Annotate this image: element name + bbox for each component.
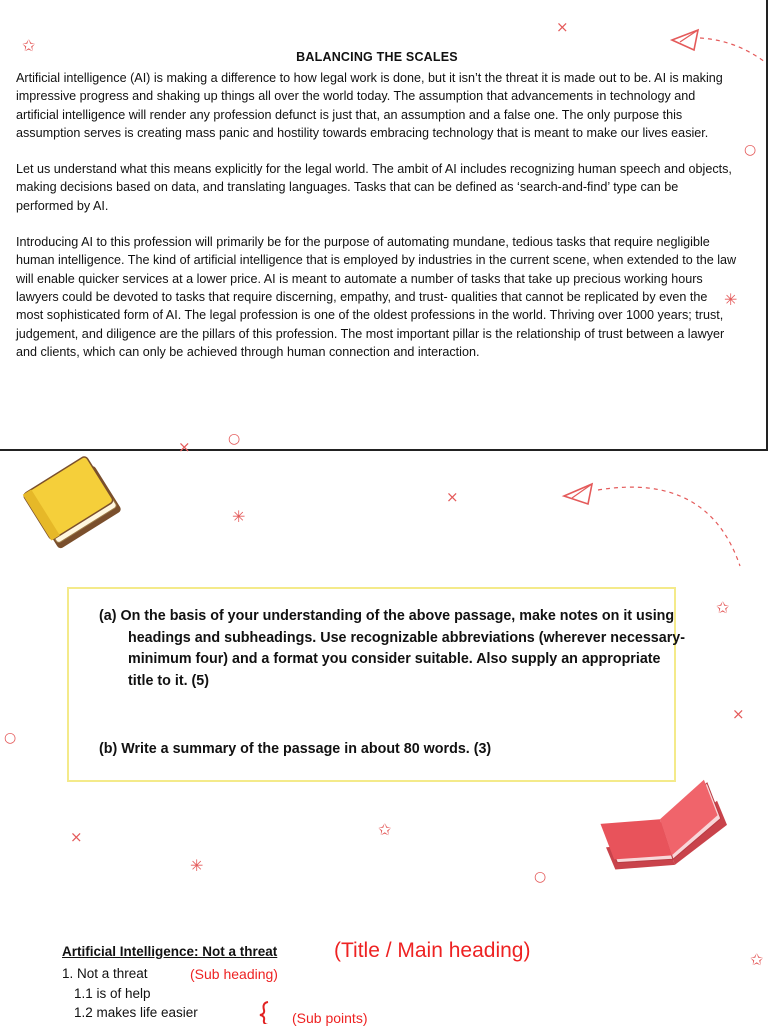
question-b: (b) Write a summary of the passage in about 80 words. (3) [99, 741, 492, 757]
cross-icon: × [446, 488, 459, 506]
paper-plane-icon [558, 474, 748, 574]
circle-icon: ○ [744, 142, 757, 158]
star-icon: ✩ [750, 950, 764, 969]
passage-paragraph-1: Artificial intelligence (AI) is making a difference to how legal work is done, but it isn’t the threat it is made out to be. AI is making impressive progress and shaking up things all over the world today. The assumption that advancements in technology and artificial intelligence will render any profession defunct is just that, an assumption and a false one. The only purpose this assumption serves is creating mass panic and hostility towards embracing technology that is meant to make our lives easier. [16, 71, 723, 140]
sparkle-icon: ✳ [232, 507, 246, 526]
subheading-annotation: (Sub heading) [190, 966, 278, 982]
paper-plane-icon [660, 20, 768, 90]
passage-paragraph-3: Introducing AI to this profession will primarily be for the purpose of automating mundane, tedious tasks that require negligible human intelligence. The kind of artificial intelligence that is employed by industries in the current scene, when extended to the law will enable quicker services at a lower price. AI is meant to automate a number of tasks that take up precious working hours lawyers could be devoted to tasks that require discerning, empathy, and trust- qualities that cannot be replicated by even the most sophisticated form of AI. The legal profession is one of the oldest professions in the world. Thriving over 1000 years; trust, judgement, and diligence are the pillars of this profession. The most important pillar is the relationship of trust between a lawyer and clients, which can only be achieved through human connection and interaction. [16, 235, 737, 359]
star-icon: ✩ [22, 36, 36, 55]
cross-icon: × [732, 705, 745, 723]
notes-title: Artificial Intelligence: Not a threat [62, 944, 278, 959]
brace-icon [256, 1000, 276, 1024]
circle-icon: ○ [534, 869, 547, 885]
star-icon: ✩ [378, 820, 392, 839]
closed-book-icon [22, 452, 132, 564]
note-subpoint-1: 1.1 is of help [74, 986, 151, 1001]
question-box [67, 587, 685, 782]
question-a: (a) On the basis of your understanding of the above passage, make notes on it using headings and subheadings. Use recognizable abbreviations (wherever necessary- minimum four) and a format you consider suitable. Also supply an appropriate title to it. (5) [99, 608, 685, 689]
cross-icon: × [556, 18, 569, 36]
note-item-1: 1. Not a threat [62, 966, 148, 981]
page-divider [0, 449, 768, 451]
passage [16, 50, 738, 379]
passage-paragraph-2: Let us understand what this means explicitly for the legal world. The ambit of AI includes recognizing human speech and objects, making decisions based on data, and translating languages. Tasks that can be defined as ‘search-and-find’ type can be performed by AI. [16, 162, 732, 213]
circle-icon: ○ [4, 730, 17, 746]
circle-icon: ○ [228, 431, 241, 447]
title-annotation: (Title / Main heading) [334, 939, 531, 962]
cross-icon: × [178, 438, 191, 456]
passage-title: BALANCING THE SCALES [296, 50, 458, 64]
subpoints-annotation: (Sub points) [292, 1010, 368, 1026]
sparkle-icon: ✳ [190, 856, 204, 875]
note-subpoint-2: 1.2 makes life easier [74, 1005, 198, 1020]
sparkle-icon: ✳ [724, 290, 738, 309]
cross-icon: × [70, 828, 83, 846]
star-icon: ✩ [716, 598, 730, 617]
open-book-icon [590, 770, 740, 875]
